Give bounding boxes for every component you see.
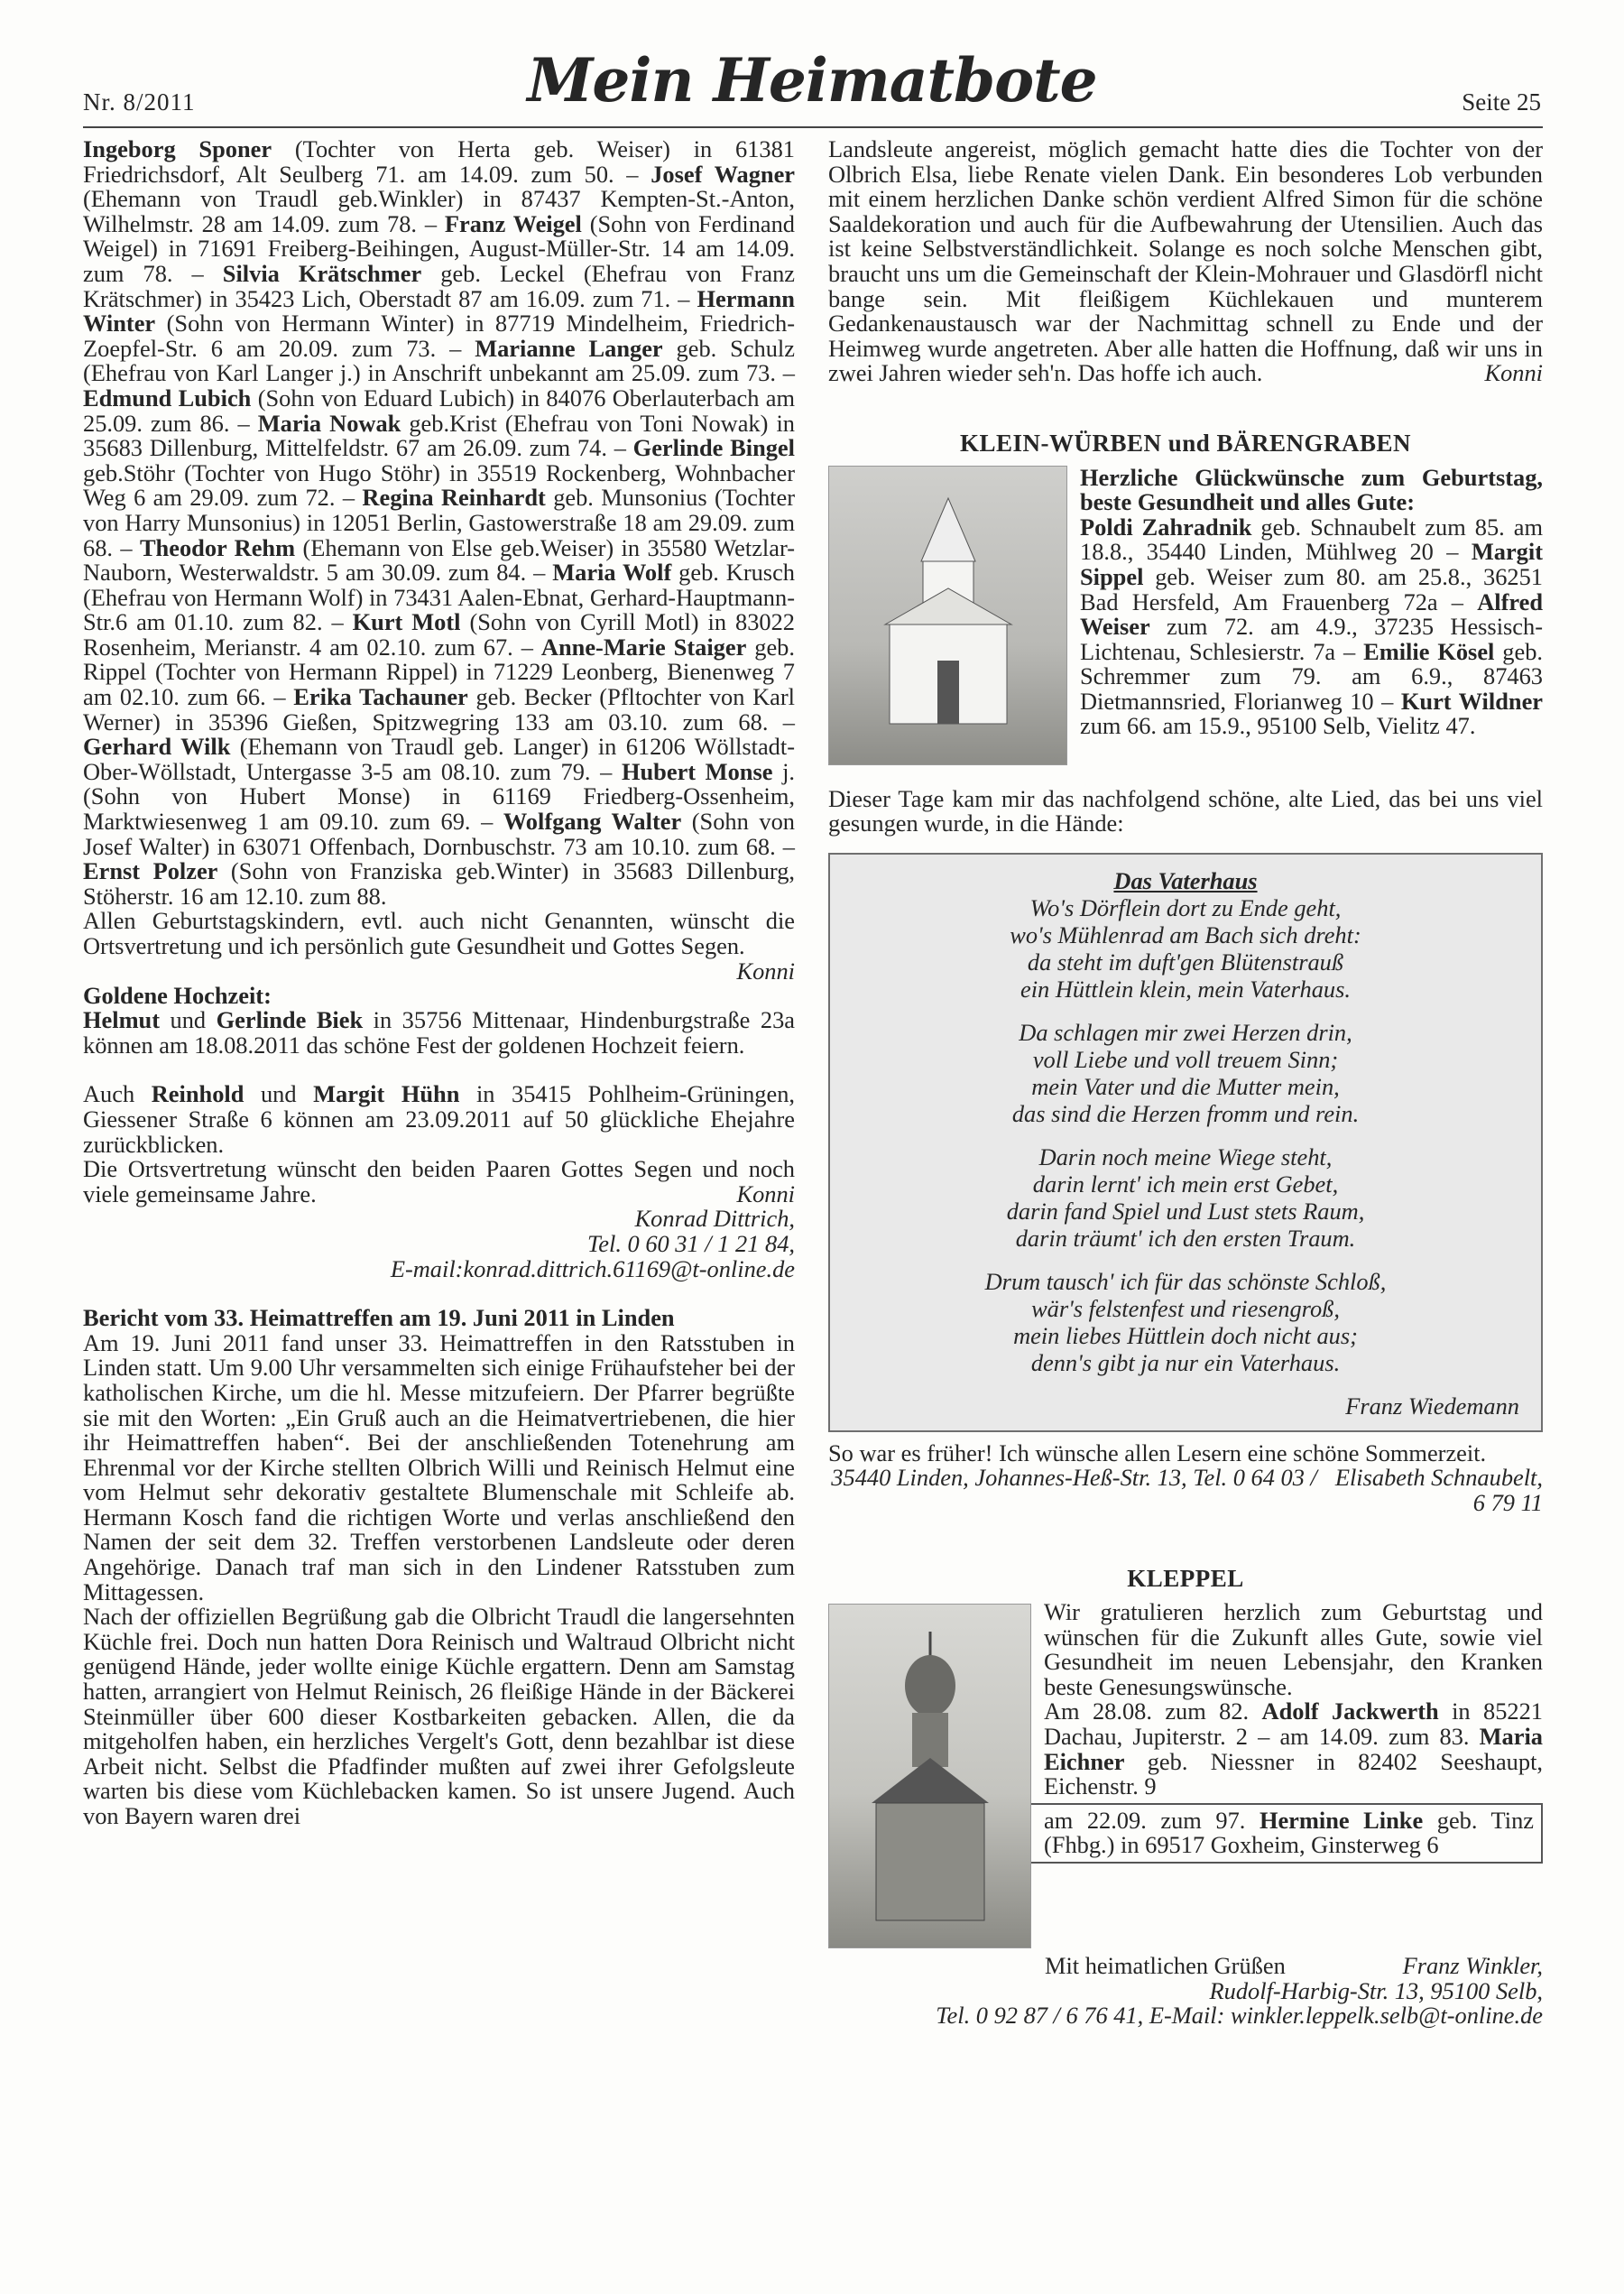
church-tower-icon <box>854 1623 1007 1929</box>
song-signature-address: 35440 Linden, Johannes-Heß-Str. 13, Tel. 0 64 03 / 6 79 11 <box>831 1464 1543 1516</box>
signature: Elisabeth Schnaubelt, <box>1334 1464 1543 1492</box>
text-run: (Sohn von Hermann Winter) in 87719 Mindelheim, Friedrich-Zoepfel-Str. 6 am 20.09. zum 73. – <box>83 310 795 362</box>
masthead-logo: Mein Heimatbote <box>527 45 1097 116</box>
person-name: Reinhold <box>151 1080 245 1108</box>
text-run: geb. Rippel (Tochter von Hermann Rippel) in 71229 Leonberg, Bienenweg 7 am 02.10. zum 66. – <box>83 633 795 711</box>
golden-wedding-heading: Goldene Hochzeit: <box>83 981 272 1009</box>
song-intro: Dieser Tage kam mir das nachfolgend schöne, alte Lied, das bei uns viel gesungen wurde, in die Hände: <box>828 784 1543 837</box>
text-run: Am 28.08. zum 82. <box>1044 1697 1262 1725</box>
poem-author: Franz Wiedemann <box>1345 1392 1519 1420</box>
text-run: in 35415 Pohlheim-Grüningen, Giessener Straße 6 können am 23.09.2011 auf 50 glückliche Ehejahre zurückblicken. <box>83 1080 796 1158</box>
text-run: zum 72. am 4.9., 37235 Hessisch-Lichtenau, Schlesierstr. 7a – <box>1080 613 1543 665</box>
signature: Konni <box>736 957 795 985</box>
person-name: Gerlinde Bingel <box>632 434 795 462</box>
text-run: geb. Schnaubelt zum 85. am 18.8., 35440 Linden, Mühlweg 20 – <box>1080 513 1543 566</box>
text-run: geb. Weiser zum 80. am 25.8., 36251 Bad Hersfeld, Am Frauenberg 72a – <box>1080 562 1543 615</box>
poem-line: da steht im duft'gen Blütenstrauß <box>1027 948 1344 976</box>
person-name: Adolf Jackwerth <box>1261 1697 1439 1725</box>
report-paragraph-1: Am 19. Juni 2011 fand unser 33. Heimattreffen in den Ratsstuben in Linden statt. Um 9.00 Uhr versammelten sich einige Frühaufsteher bei der katholischen Kirche, um die hl. Messe mitzufeiern. Der Pfarrer begrüßte sie mit den Worten: „Ein Gruß auch an die Heimatvertriebenen, die hier ihr Heimattreffen haben“. Bei der anschließenden Totenehrung am Ehrenmal vor der Kirche stellten Olbrich Willi und Reinisch Helmut eine vom Helmut sehr dekorativ gestaltete Blumenschale mit Schleife ab. Hermann Kosch fand die richtigen Worte und verlas anschließend den Namen der seit dem 32. Treffen verstorbenen Landsleute oder deren Angehörige. Danach traf man sich in den Lindener Ratsstuben zum Mittagessen. <box>83 1328 795 1605</box>
kleppel-signature: Mit heimatlichen Grüßen Franz Winkler, <box>1045 1952 1543 1980</box>
golden-wedding-1 <box>83 1008 795 1058</box>
poem-stanza <box>852 1143 1519 1252</box>
poem-line: mein liebes Hüttlein doch nicht aus; <box>1013 1321 1358 1349</box>
person-name: Franz Weigel <box>444 209 582 237</box>
person-name: Theodor Rehm <box>139 533 296 561</box>
person-name: Maria Wolf <box>552 559 672 587</box>
birthday-list <box>83 137 795 909</box>
person-name: Ernst Polzer <box>83 857 218 885</box>
poem-line: darin träumt' ich den ersten Traum. <box>1015 1224 1356 1252</box>
person-name: Maria Nowak <box>257 409 401 437</box>
poem-line: darin fand Spiel und Lust stets Raum, <box>1006 1197 1365 1225</box>
person-name: Poldi Zahradnik <box>1080 513 1252 541</box>
text-run: (Sohn von Cyrill Motl) in 83022 Rosenheim, Merianstr. 4 am 02.10. zum 67. – <box>83 608 795 661</box>
text-run: (Sohn von Franziska geb.Winter) in 35683 Dillenburg, Stöherstr. 16 am 12.10. zum 88. <box>83 857 795 910</box>
text-run: geb.Stöhr (Tochter von Hugo Stöhr) in 35519 Rockenberg, Wohnbacher Weg 6 am 29.09. zum 72. – <box>83 458 795 512</box>
person-name: Anne-Marie Staiger <box>540 633 747 661</box>
poem-stanza <box>852 894 1519 1003</box>
poem-stanzas <box>852 894 1519 1376</box>
text-run: geb. Munsonius (Tochter von Harry Munsonius) in 12051 Berlin, Gastowerstraße 18 am 29.09. zum 68. – <box>83 484 795 561</box>
text-run: Auch <box>83 1080 152 1108</box>
person-name: Erika Tachauner <box>293 683 468 711</box>
poem-title: Das Vaterhaus <box>1113 866 1258 894</box>
person-name: Helmut <box>83 1006 161 1034</box>
right-column <box>828 137 1543 2029</box>
person-name: Ingeborg Sponer <box>83 135 272 162</box>
signature-name: Franz Winkler, <box>1402 1952 1543 1980</box>
person-name: Alfred Weiser <box>1080 587 1543 641</box>
poem-line: wo's Mühlenrad am Bach sich dreht: <box>1010 920 1361 948</box>
person-name: Maria Eichner <box>1044 1723 1543 1775</box>
kleppel-heading: KLEPPEL <box>1127 1564 1244 1592</box>
page-number: Seite 25 <box>1462 88 1541 116</box>
report-continued: Landsleute angereist, möglich gemacht hatte dies die Tochter von der Olbrich Elsa, liebe Renate vielen Dank. Ein besonderes Lob verbunden mit einem herzlichen Danke schön verdient Alfred Simon für die schöne Saaldekoration und auch für die Aufbewahrung der Utensilien. Auch das ist keine Selbstverständlichkeit. Solange es noch solche Menschen gibt, braucht uns um die Gemeinschaft der Klein-Mohrauer und Glasdörfl nicht bange sein. Mit fleißigem Küchlekauen und munterem Gedankenaustausch war der Nachmittag schnell zu Ende und der Heimweg wurde angetreten. Aber alle hatten die Hoffnung, daß wir uns in zwei Jahren wieder seh'n. Das hoffe ich auch. Konni <box>828 135 1543 387</box>
poem-line: denn's gibt ja nur ein Vaterhaus. <box>1030 1348 1341 1376</box>
poem-stanza <box>852 1268 1519 1376</box>
text-run: am 22.09. zum 97. <box>1044 1806 1260 1834</box>
text-run: geb. Krusch (Ehefrau von Hermann Wolf) in 73431 Aalen-Ebnat, Gerhard-Hauptmann-Str.6 am 01.10. zum 82. – <box>83 559 795 636</box>
text-run: (Sohn von Eduard Lubich) in 84076 Oberlauterbach am 25.09. zum 86. – <box>83 384 796 437</box>
text-run: j. (Sohn von Hubert Monse) in 61169 Friedberg-Ossenheim, Marktwiesenweg 1 am 09.10. zum 69. – <box>83 757 796 836</box>
text-run: zum 66. am 15.9., 95100 Selb, Vielitz 47. <box>1080 712 1476 740</box>
report-heading: Bericht vom 33. Heimattreffen am 19. Juni 2011 in Linden <box>83 1304 675 1332</box>
text-run: und <box>160 1006 217 1034</box>
text-run: (Sohn von Josef Walter) in 63071 Offenbach, Dornbuschstr. 73 am 10.10. zum 68. – <box>83 808 795 860</box>
poem-line: Wo's Dörflein dort zu Ende geht, <box>1029 893 1342 921</box>
person-name: Kurt Motl <box>352 608 461 636</box>
person-name: Regina Reinhardt <box>362 484 546 512</box>
person-name: Edmund Lubich <box>83 384 252 412</box>
report-paragraph-2: Nach der offiziellen Begrüßung gab die Olbricht Traudl die langersehnten Küchle frei. Doch nun hatten Dora Reinisch und Waltraud Olbricht nicht genügend Hände, jeder wollte einige Küchle ergattern. Denn am Samstag hatten, arrangiert von Helmut Reinisch, 26 fleißige Hände in der Bäckerei Steinmüller über 600 dieser Kostbarkeiten gebacken. Allen, die da mitgeholfen haben, ein herzliches Vergelt's Gott, denn bezahlbar ist diese Arbeit nicht. Selbst die Pfadfinder mußten auf zwei ihrer Gefolgsleute warten bis diese vom Küchlebacken kamen. So ist unsere Jugend. Auch von Bayern waren drei <box>83 1603 795 1829</box>
text-run: (Ehemann von Traudl geb. Langer) in 61206 Wöllstadt-Ober-Wöllstadt, Untergasse 3-5 am 08.10. zum 79. – <box>83 733 795 785</box>
person-name: Josef Wagner <box>651 160 796 188</box>
page-header <box>0 0 1624 131</box>
church-tower-photo <box>828 1604 1031 1948</box>
poem-line: Drum tausch' ich für das schönste Schloß, <box>984 1267 1387 1295</box>
left-column <box>83 137 795 1829</box>
kleppel-address: Rudolf-Harbig-Str. 13, 95100 Selb, <box>1209 1976 1543 2004</box>
klein-wuerben-greeting: Herzliche Glückwünsche zum Geburtstag, beste Gesundheit und alles Gute: <box>1080 463 1543 516</box>
person-name: Gerlinde Biek <box>216 1006 364 1034</box>
signature: Konni <box>736 1179 795 1207</box>
person-name: Margit Sippel <box>1080 538 1543 590</box>
text-run: (Ehemann von Else geb.Weiser) in 35580 Wetzlar-Nauborn, Westerwaldstr. 5 am 30.09. zum 84. – <box>83 533 796 587</box>
text-run: geb. Leckel (Ehefrau von Franz Krätschmer) in 35423 Lich, Oberstadt 87 am 16.09. zum 71. – <box>83 259 795 312</box>
golden-wedding-2 <box>83 1082 795 1157</box>
poem-line: darin lernt' ich mein erst Gebet, <box>1032 1170 1339 1198</box>
poem-line: voll Liebe und voll treuem Sinn; <box>1032 1045 1339 1073</box>
text-run: in 35756 Mittenaar, Hindenburgstraße 23a können am 18.08.2011 das schöne Fest der goldenen Hochzeit feiern. <box>83 1006 795 1059</box>
poem-line: wär's felstenfest und riesengroß, <box>1031 1294 1340 1322</box>
poem-line: Darin noch meine Wiege steht, <box>1038 1142 1333 1170</box>
signature: Konni <box>1484 359 1543 387</box>
person-name: Emilie Kösel <box>1363 637 1495 665</box>
text-run: geb.Krist (Ehefrau von Toni Nowak) in 35683 Dillenburg, Mittelfeldstr. 67 am 26.09. zum 74. – <box>83 409 795 462</box>
text-run: in 85221 Dachau, Jupiterstr. 2 – am 14.09. zum 83. <box>1044 1697 1543 1751</box>
chapel-photo <box>828 466 1067 765</box>
klein-wuerben-heading: KLEIN-WÜRBEN und BÄRENGRABEN <box>959 429 1412 457</box>
person-name: Silvia Krätschmer <box>222 259 422 287</box>
text-run: (Tochter von Herta geb. Weiser) in 61381 Friedrichsdorf, Alt Seulberg 71. am 14.09. zum 50. – <box>83 135 795 188</box>
chapel-icon <box>858 489 1038 742</box>
text-run: geb. Niessner in 82402 Seeshaupt, Eichenstr. 9 <box>1044 1747 1543 1800</box>
person-name: Gerhard Wilk <box>83 733 231 761</box>
person-name: Marianne Langer <box>475 334 663 362</box>
contact-tel: Tel. 0 60 31 / 1 21 84, <box>587 1229 795 1257</box>
poem-line: ein Hüttlein klein, mein Vaterhaus. <box>1020 975 1351 1003</box>
issue-number: Nr. 8/2011 <box>83 88 196 116</box>
person-name: Margit Hühn <box>313 1080 460 1108</box>
text-run: geb. Becker (Pfltochter von Karl Werner) in 35396 Gießen, Spitzwegring 133 am 03.10. zum 68. – <box>83 683 795 735</box>
kleppel-text-1: Wir gratulieren herzlich zum Geburtstag und wünschen für die Zukunft alles Gute, sowie viel Gesundheit im neuen Lebensjahr, den Kranken beste Genesungswünsche. <box>1044 1598 1543 1700</box>
text-run: geb. Tinz (Fhbg.) in 69517 Goxheim, Ginsterweg 6 <box>1044 1806 1534 1859</box>
person-name: Wolfgang Walter <box>503 808 682 836</box>
contact-email: E-mail:konrad.dittrich.61169@t-online.de <box>390 1254 795 1282</box>
text-run: geb. Schremmer zum 79. am 6.9., 87463 Dietmannsried, Florianweg 10 – <box>1080 637 1543 715</box>
contact-name: Konrad Dittrich, <box>634 1205 795 1233</box>
text-run: geb. Schulz (Ehefrau von Karl Langer j.) in Anschrift unbekannt am 25.09. zum 73. – <box>83 334 795 387</box>
header-rule <box>83 126 1543 128</box>
birthday-closing: Allen Geburtstagskindern, evtl. auch nicht Genannten, wünscht die Ortsvertretung und ich persönlich gute Gesundheit und Gottes Segen. Konni <box>83 907 795 985</box>
person-name: Hermine Linke <box>1259 1806 1424 1834</box>
kleppel-contact: Tel. 0 92 87 / 6 76 41, E-Mail: winkler.leppelk.selb@t-online.de <box>936 2002 1543 2030</box>
poem-line: Da schlagen mir zwei Herzen drin, <box>1019 1018 1352 1046</box>
song-outro: So war es früher! Ich wünsche allen Lesern eine schöne Sommerzeit. Elisabeth Schnaubelt, <box>828 1438 1543 1492</box>
poem-line: mein Vater und die Mutter mein, <box>1031 1072 1340 1100</box>
text-run: und <box>244 1080 314 1108</box>
text-run: (Sohn von Ferdinand Weigel) in 71691 Freiberg-Beihingen, August-Müller-Str. 14 am 14.09. zum 78. – <box>83 209 795 287</box>
person-name: Kurt Wildner <box>1400 687 1543 715</box>
poem-box <box>828 853 1543 1432</box>
person-name: Hubert Monse <box>621 757 773 785</box>
poem-stanza <box>852 1019 1519 1127</box>
golden-wedding-3: Die Ortsvertretung wünscht den beiden Paaren Gottes Segen und noch viele gemeinsame Jahre. Konni <box>83 1155 795 1207</box>
person-name: Hermann Winter <box>83 284 795 338</box>
poem-line: das sind die Herzen fromm und rein. <box>1011 1099 1360 1127</box>
text-run: (Ehemann von Traudl geb.Winkler) in 87437 Kempten-St.-Anton, Wilhelmstr. 28 am 14.09. zum 78. – <box>83 185 795 237</box>
